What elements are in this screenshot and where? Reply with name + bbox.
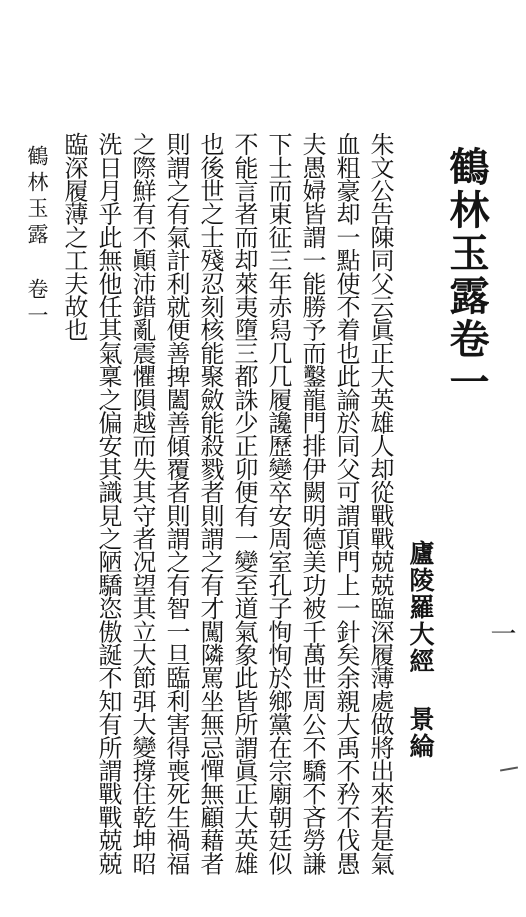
running-footer: 鶴林玉露 卷一: [25, 145, 49, 330]
author-line: 廬陵羅大經 景綸: [406, 540, 435, 760]
text-column: 不能言者而却萊夷墮三都誅少正卯便有一變至道氣象此皆所謂眞正大英雄: [230, 132, 258, 875]
text-column: 下士而東征三年赤舄几几履讒歷變卒安周室孔子恂恂於鄉黨在宗廟朝廷似: [264, 132, 292, 875]
text-column: 也後世之士殘忍刻核能聚斂能殺戮者則謂之有才闖隣罵坐無忌憚無顧藉者: [196, 132, 224, 875]
text-column: 血粗豪却一點使不着也此論於同父可謂頂門上一針矣余親大禹不矜不伐愚: [332, 132, 360, 875]
text-column: 之際鮮有不顚沛錯亂震懼隕越而失其守者况望其立大節弭大變撐住乾坤昭: [128, 132, 156, 875]
text-column: 洗日月乎此無他任其氣稟之偏安其識見之陋驕恣傲誕不知有所謂戰戰兢兢: [94, 132, 122, 875]
edge-mark: [500, 766, 518, 771]
text-column: 朱文公告陳同父云眞正大英雄人却從戰戰兢兢臨深履薄處做將出來若是氣: [366, 132, 394, 875]
page-number: 一: [486, 620, 516, 646]
text-column: 臨深履薄之工夫故也: [60, 132, 88, 341]
text-column: 夫愚婦皆謂一能勝予而鑿龍門排伊闕明德美功被千萬世周公不驕不吝勞謙: [298, 132, 326, 875]
text-column: 則謂之有氣計利就便善捭闔善傾覆者則謂之有智一旦臨利害得喪死生禍福: [162, 132, 190, 875]
book-title: 鶴林玉露卷一: [443, 146, 490, 404]
